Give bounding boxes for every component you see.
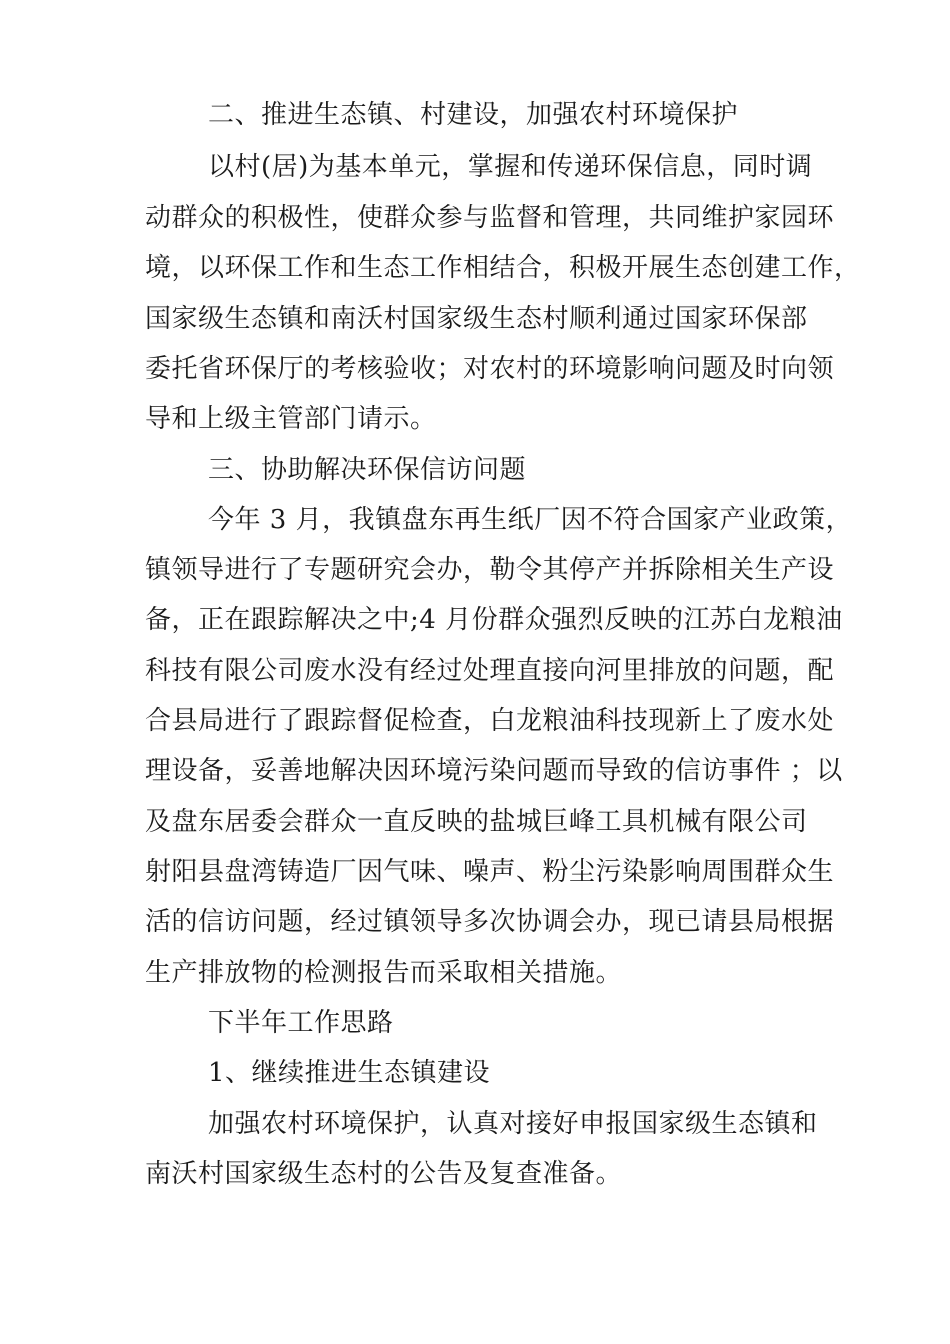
paragraph-line: 理设备，妥善地解决因环境污染问题而导致的信访事件 ；以	[145, 756, 843, 786]
paragraph-line: 生产排放物的检测报告而采取相关措施。	[145, 958, 623, 988]
paragraph-line: 国家级生态镇和南沃村国家级生态村顺利通过国家环保部	[145, 304, 808, 334]
section-heading-3: 三、协助解决环保信访问题	[208, 455, 527, 485]
paragraph-line: 南沃村国家级生态村的公告及复查准备。	[145, 1159, 623, 1189]
paragraph-line: 射阳县盘湾铸造厂因气味、噪声、粉尘污染影响周围群众生	[145, 857, 835, 887]
paragraph-line: 镇领导进行了专题研究会办，勒令其停产并拆除相关生产设	[145, 555, 835, 585]
paragraph-line: 备，正在跟踪解决之中;4 月份群众强烈反映的江苏白龙粮油	[145, 605, 843, 635]
paragraph-line: 合县局进行了跟踪督促检查，白龙粮油科技现新上了废水处	[145, 706, 835, 736]
paragraph-line: 加强农村环境保护，认真对接好申报国家级生态镇和	[208, 1109, 818, 1139]
paragraph-line: 以村(居)为基本单元，掌握和传递环保信息，同时调	[208, 152, 813, 182]
paragraph-line: 及盘东居委会群众一直反映的盐城巨峰工具机械有限公司	[145, 807, 808, 837]
paragraph-line: 今年 3 月，我镇盘东再生纸厂因不符合国家产业政策，	[208, 505, 853, 535]
section-heading-plan: 下半年工作思路	[208, 1008, 394, 1038]
paragraph-line: 境，以环保工作和生态工作相结合，积极开展生态创建工作，	[145, 253, 861, 283]
paragraph-line: 委托省环保厅的考核验收；对农村的环境影响问题及时向领	[145, 354, 835, 384]
section-heading-2: 二、推进生态镇、村建设，加强农村环境保护	[208, 100, 739, 130]
paragraph-line: 活的信访问题，经过镇领导多次协调会办，现已请县局根据	[145, 907, 835, 937]
paragraph-line: 科技有限公司废水没有经过处理直接向河里排放的问题，配	[145, 656, 835, 686]
paragraph-line: 导和上级主管部门请示。	[145, 404, 437, 434]
list-heading-1: 1、继续推进生态镇建设	[208, 1058, 491, 1088]
paragraph-line: 动群众的积极性，使群众参与监督和管理，共同维护家园环	[145, 203, 835, 233]
